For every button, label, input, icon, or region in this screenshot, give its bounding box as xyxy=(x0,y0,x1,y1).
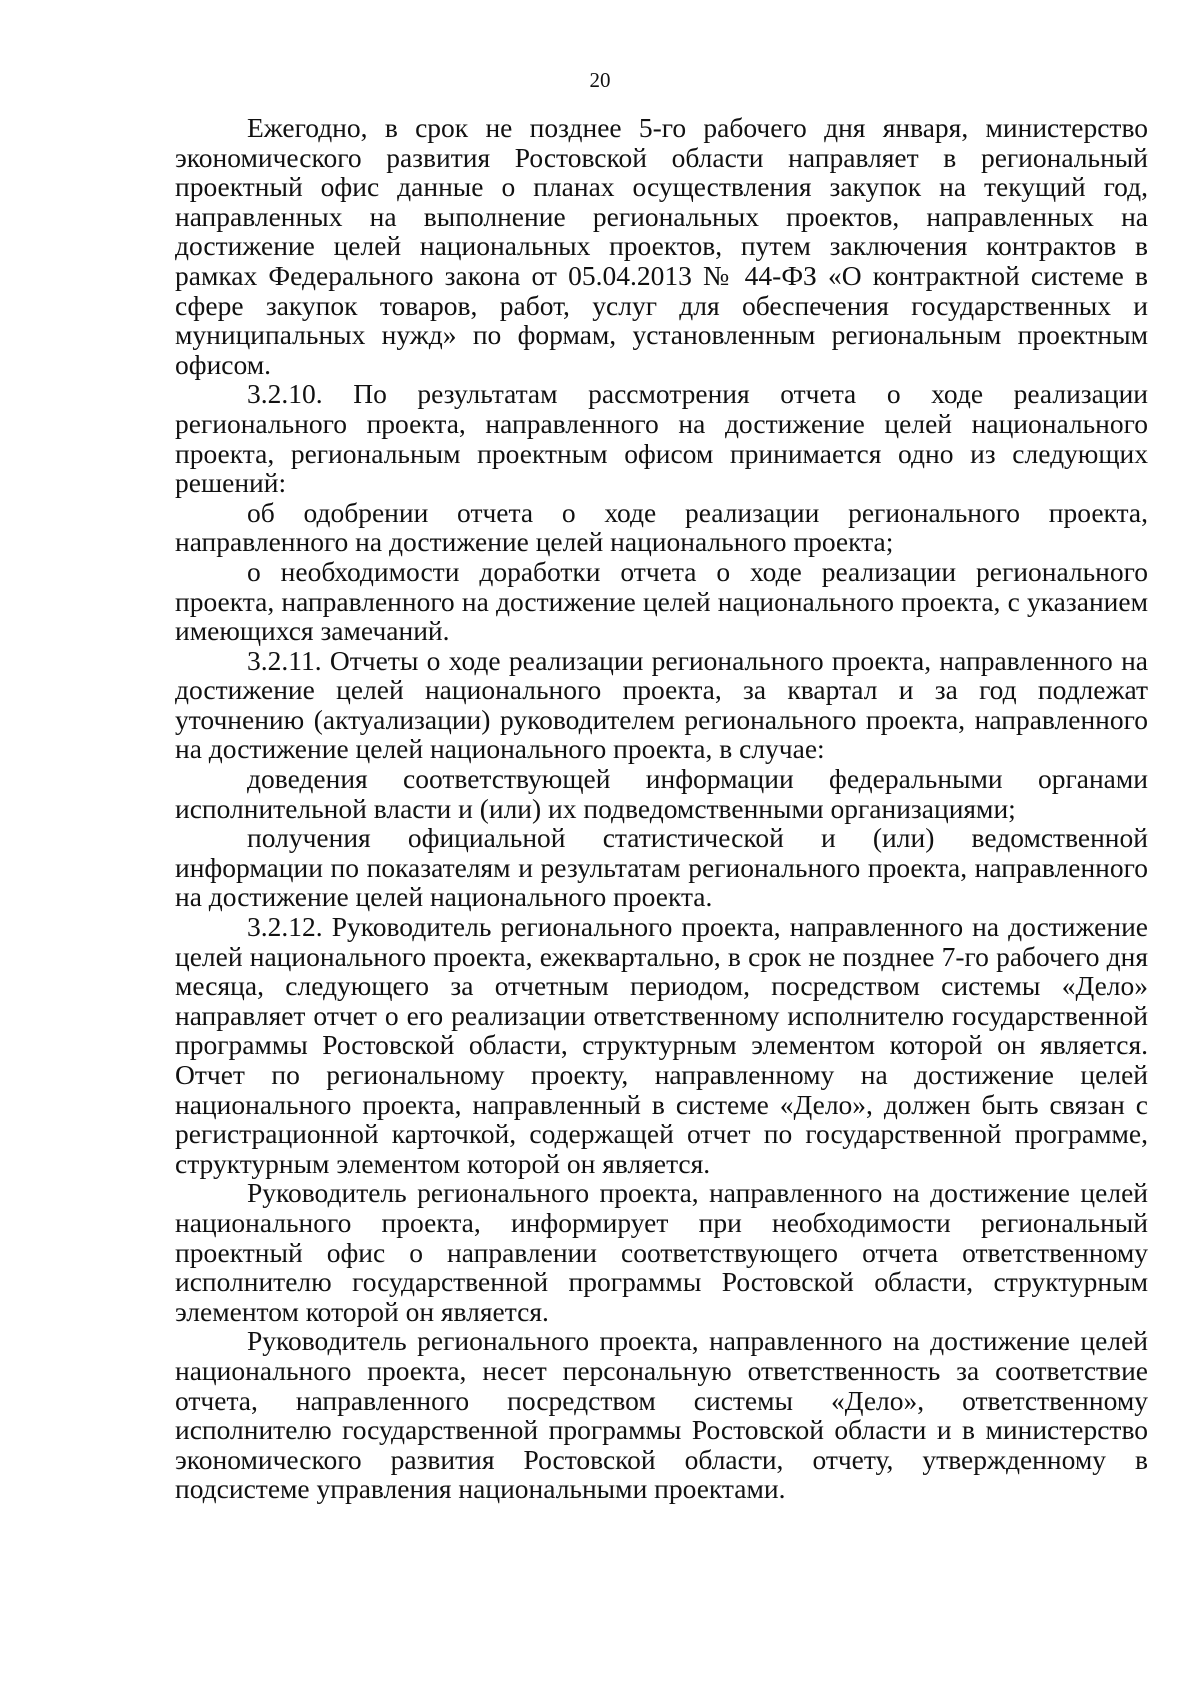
paragraph-informs-office: Руководитель регионального проекта, направленного на достижение целей национального проекта, информирует при необходимости региональный проектный офис о направлении соответствующего отчета ответственному исполнителю государственной программы Ростовской области, структурным элементом которой он является. xyxy=(175,1177,1148,1327)
page-number: 20 xyxy=(589,68,611,92)
paragraph-approval-option: об одобрении отчета о ходе реализации регионального проекта, направленного на достижение целей национального проекта; xyxy=(175,496,1148,558)
paragraph-3-2-12: 3.2.12. Руководитель регионального проекта, направленного на достижение целей национального проекта, ежеквартально, в срок не позднее 7-го рабочего дня месяца, следующего за отчетным периодом, посредством системы «Дело» направляет отчет о его реализации ответственному исполнителю государственной программы Ростовской области, структурным элементом которой он является. Отчет по региональному проекту, направленному на достижение целей национального проекта, направленный в системе «Дело», должен быть связан с регистрационной карточкой, содержащей отчет по государственной программе, структурным элементом которой он является. xyxy=(175,911,1148,1179)
paragraph-3-2-11: 3.2.11. Отчеты о ходе реализации регионального проекта, направленного на достижение целей национального проекта, за квартал и за год подлежат уточнению (актуализации) руководителем регионального проекта, направленного на достижение целей национального проекта, в случае: xyxy=(175,644,1148,765)
paragraph-federal-info-case: доведения соответствующей информации федеральными органами исполнительной власти и (или) их подведомственными организациями; xyxy=(175,763,1148,824)
paragraph-personal-responsibility: Руководитель регионального проекта, направленного на достижение целей национального проекта, несет персональную ответственность за соответствие отчета, направленного посредством системы «Дело», ответственному исполнителю государственной программы Ростовской области и в министерство экономического развития Ростовской области, отчету, утвержденному в подсистеме управления национальными проектами. xyxy=(175,1325,1148,1505)
document-body xyxy=(175,113,1148,1504)
paragraph-annual-procurement-data: Ежегодно, в срок не позднее 5-го рабочего дня января, министерство экономического развития Ростовской области направляет в региональный проектный офис данные о планах осуществления закупок на текущий год, направленных на выполнение региональных проектов, направленных на достижение целей национальных проектов, путем заключения контрактов в рамках Федерального закона от 05.04.2013 № 44-ФЗ «О контрактной системе в сфере закупок товаров, работ, услуг для обеспечения государственных и муниципальных нужд» по формам, установленным региональным проектным офисом. xyxy=(175,112,1148,380)
paragraph-statistics-case: получения официальной статистической и (или) ведомственной информации по показателям и результатам регионального проекта, направленного на достижение целей национального проекта. xyxy=(175,822,1148,913)
paragraph-revision-option: о необходимости доработки отчета о ходе реализации регионального проекта, направленного на достижение целей национального проекта, с указанием имеющихся замечаний. xyxy=(175,555,1148,647)
paragraph-3-2-10: 3.2.10. По результатам рассмотрения отчета о ходе реализации регионального проекта, направленного на достижение целей национального проекта, региональным проектным офисом принимается одно из следующих решений: xyxy=(175,378,1148,499)
